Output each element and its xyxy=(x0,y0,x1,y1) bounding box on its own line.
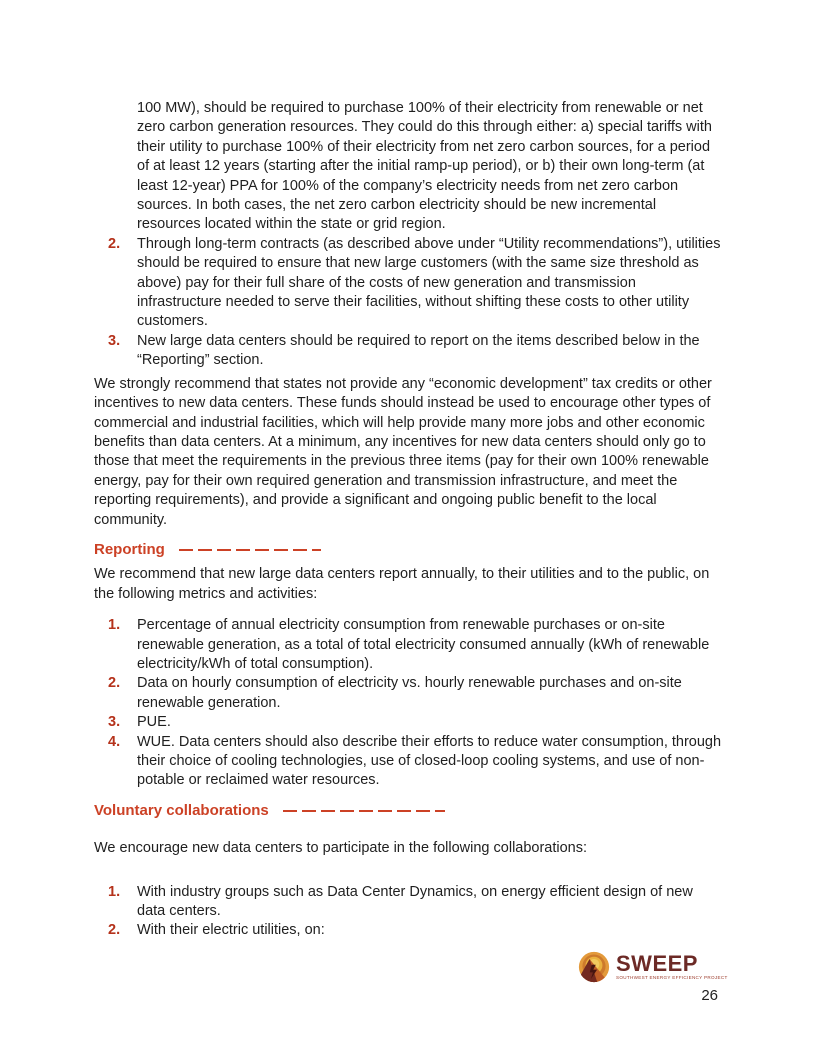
list-item xyxy=(94,674,722,713)
section-heading-voluntary-collaborations xyxy=(94,801,722,820)
list-item-text: With their electric utilities, on: xyxy=(137,922,325,939)
list-item-text: WUE. Data centers should also describe their efforts to reduce water consumption, through their choice of cooling technologies, use of closed-loop cooling systems, and use of non-potable or reclaimed water resources. xyxy=(137,733,722,789)
sweep-logo xyxy=(578,951,728,983)
list-item xyxy=(94,921,722,940)
logo-tagline: SOUTHWEST ENERGY EFFICIENCY PROJECT xyxy=(616,975,728,980)
list-item-number: 2. xyxy=(108,675,121,692)
list-item-number: 2. xyxy=(108,922,121,939)
list-item-text: Percentage of annual electricity consumption from renewable purchases or on-site renewable generation, as a total of total electricity consumed annually (kWh of renewable electricity/kWh of total consumption). xyxy=(137,617,710,672)
list-item-text: With industry groups such as Data Center Dynamics, on energy efficient design of new data centers. xyxy=(137,883,693,920)
list-item-number: 3. xyxy=(108,714,121,731)
collaborations-intro-paragraph: We encourage new data centers to participate in the following collaborations: xyxy=(94,840,588,857)
list-item-number: 1. xyxy=(108,883,121,900)
logo-wordmark: SWEEP xyxy=(616,951,698,976)
list-item-text: Through long-term contracts (as described above under “Utility recommendations”), utilities should be required to ensure that new large customers (with the same size threshold as above) pay for their full share of the costs of new generation and transmission infrastructure needed to serve their facilities, without shifting these costs to other utility customers. xyxy=(137,235,721,330)
list-item xyxy=(94,713,722,732)
page-number: 26 xyxy=(701,987,718,1004)
section-heading-reporting xyxy=(94,540,722,559)
list-item-number: 4. xyxy=(108,733,121,750)
reporting-list xyxy=(94,616,722,791)
list-item-text: PUE. xyxy=(137,714,171,731)
sweep-sun-mountain-icon xyxy=(578,951,610,983)
incentives-paragraph: We strongly recommend that states not provide any “economic development” tax credits or other incentives to new data centers. These funds should instead be used to encourage other types of commercial and industrial facilities, which will help provide many more jobs and other economic benefits than data centers. At a minimum, any incentives for new data centers should only go to those that meet the requirements in the previous three items (pay for their own 100% renewable energy, pay for their own required generation and transmission infrastructure, and meet the reporting requirements), and provide a significant and ongoing public benefit to the local community. xyxy=(94,375,712,528)
collaborations-list xyxy=(94,883,722,941)
list-item xyxy=(94,235,722,332)
list-item xyxy=(94,733,722,791)
logo-text-block xyxy=(616,951,728,981)
list-item-number: 1. xyxy=(108,617,121,634)
heading-label: Voluntary collaborations xyxy=(94,801,269,819)
list-item xyxy=(94,883,722,922)
heading-label: Reporting xyxy=(94,540,165,558)
list-item-text: Data on hourly consumption of electricity vs. hourly renewable purchases and on-site renewable generation. xyxy=(137,675,682,711)
list-item xyxy=(94,332,722,371)
reporting-intro-paragraph: We recommend that new large data centers report annually, to their utilities and to the public, on the following metrics and activities: xyxy=(94,566,710,602)
list-item-number: 2. xyxy=(108,235,121,252)
list-item-1-continuation: 100 MW), should be required to purchase 100% of their electricity from renewable or net zero carbon generation resources. They could do this through either: a) special tariffs with their utility to purchase 100% of their electricity from net zero carbon sources, for a period of at least 12 years (starting after the initial ramp-up period), or b) their own long-term (at least 12-year) PPA for 100% of the company’s electricity needs from net zero carbon sources. In both cases, the net zero carbon electricity should be new incremental resources located within the state or grid region. xyxy=(137,100,712,233)
list-item-text: New large data centers should be required to report on the items described below in the “Reporting” section. xyxy=(137,332,700,369)
heading-rule xyxy=(283,810,445,812)
list-item xyxy=(94,616,722,674)
heading-rule xyxy=(179,549,321,551)
list-item-number: 3. xyxy=(108,332,121,349)
